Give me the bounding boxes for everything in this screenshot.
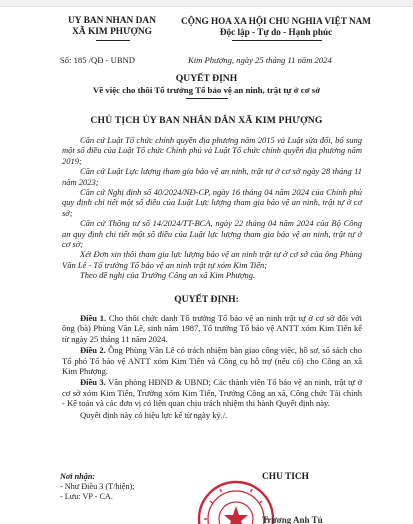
articles xyxy=(62,313,362,420)
recipient-item: - Như Điều 3 (T/hiện); xyxy=(60,482,135,492)
basis-item: Căn cứ Luật Lực lượng tham gia bảo vệ an ninh, trật tự ở cơ sở ngày 28 tháng 11 năm 2023; xyxy=(62,166,362,187)
article-1 xyxy=(62,313,362,344)
article-3-text: Văn phòng HĐND & UBND; Các thành viên Tổ bảo vệ an ninh, trật tự ở cơ sở xóm Kim Tiến, Trưởng xóm Kim Tiến, Trưởng Công an xã, Công chức Tài chính - Kế toán và các đơn vị có liên quan chịu trách nhiệm thi hành Quyết định này. xyxy=(62,377,362,409)
nation-name: CỘNG HOA XA HỘI CHU NGHIA VIỆT NAM xyxy=(181,16,371,26)
recipients-heading: Nơi nhận: xyxy=(60,472,96,481)
issuing-org-block xyxy=(52,16,172,38)
document-subtitle: Về việc cho thôi Tổ trưởng Tổ bảo vệ an ninh, trật tự ở cơ sở xyxy=(92,85,321,95)
article-2-text: Ông Phùng Văn Lê có trách nhiệm bàn giao công việc, hồ sơ, sổ sách cho Tổ phó Tổ bảo vệ ANTT xóm Kim Tiến và Công cụ hỗ trợ (nếu có) cho Công an xã Kim Phượng. xyxy=(62,345,363,377)
national-motto-block xyxy=(166,16,386,38)
motto-underline xyxy=(232,40,322,41)
basis-item: Căn cứ Luật Tổ chức chính quyền địa phương năm 2015 và Luật sửa đổi, bổ sung một số điều của Luật Tổ chức Chính phủ và Luật Tổ chức chính quyền địa phương năm 2019; xyxy=(62,135,362,166)
basis-item: Xét Đơn xin thôi tham gia lực lượng bảo vệ an ninh trật tự ở cơ sở của ông Phùng Văn Lê - Tổ trưởng Tổ bảo vệ an ninh trật tự xóm Kim Tiến; xyxy=(62,249,362,270)
signer-title: CHU TICH xyxy=(262,472,309,482)
article-3-label: Điều 3. xyxy=(80,377,106,388)
issuing-org-line2: XÃ KIM PHƯỢNG xyxy=(72,27,152,37)
basis-item: Theo đề nghị của Trưởng Công an xã Kim Phượng. xyxy=(80,270,256,281)
article-1-label: Điều 1. xyxy=(80,313,107,323)
org-underline xyxy=(96,40,130,41)
subtitle-underline xyxy=(186,98,228,99)
basis-item: Căn cứ Nghị định số 40/2024/NĐ-CP, ngày 16 tháng 04 năm 2024 của Chính phủ quy định chi tiết một số điều của Luật Lực lượng tham gia bảo vệ an ninh, trật tự ở cơ sở; xyxy=(62,187,362,218)
article-2-label: Điều 2. xyxy=(80,345,106,356)
motto: Độc lập - Tự do - Hạnh phúc xyxy=(219,27,333,37)
place-date: Kim Phượng, ngày 25 tháng 11 năm 2024 xyxy=(188,55,332,65)
article-2 xyxy=(62,345,362,376)
viewer-top-bar xyxy=(0,0,413,7)
signer-name: Trương Anh Tú xyxy=(262,515,323,524)
basis-item: Căn cứ Thông tư số 14/2024/TT-BCA, ngày 22 tháng 04 năm 2024 của Bộ Công an quy định chi tiết một số điều của Luật lực lượng tham gia bảo vệ an ninh, trật tự ở cơ sở; xyxy=(62,218,362,250)
recipient-item: - Lưu: VP - CA. xyxy=(60,492,113,502)
recipients-block xyxy=(60,472,134,503)
issuing-org-line1: UY BAN NHAN DAN xyxy=(68,16,156,26)
document-number: Số: 185 /QĐ - UBND xyxy=(60,55,135,65)
document-page xyxy=(0,7,413,524)
issuing-authority: CHỦ TỊCH ỦY BAN NHÂN DÂN XÃ KIM PHƯỢNG xyxy=(90,115,323,126)
legal-basis xyxy=(62,135,362,281)
article-1-text: Cho thôi chức danh Tổ trưởng Tổ bảo vệ an ninh trật tự ở cơ sở đối với ông (bà) Phùng Văn Lê, sinh năm 1987, Tổ trưởng Tổ bảo vệ ANTT xóm Kim Tiến kể từ ngày 25 tháng 11 năm 2024. xyxy=(62,313,363,344)
decision-heading: QUYẾT ĐỊNH: xyxy=(174,294,239,305)
document-title: QUYẾT ĐỊNH xyxy=(175,73,238,84)
article-3 xyxy=(62,377,362,408)
effect-clause: Quyết định này có hiệu lực kể từ ngày ký./. xyxy=(80,409,228,420)
